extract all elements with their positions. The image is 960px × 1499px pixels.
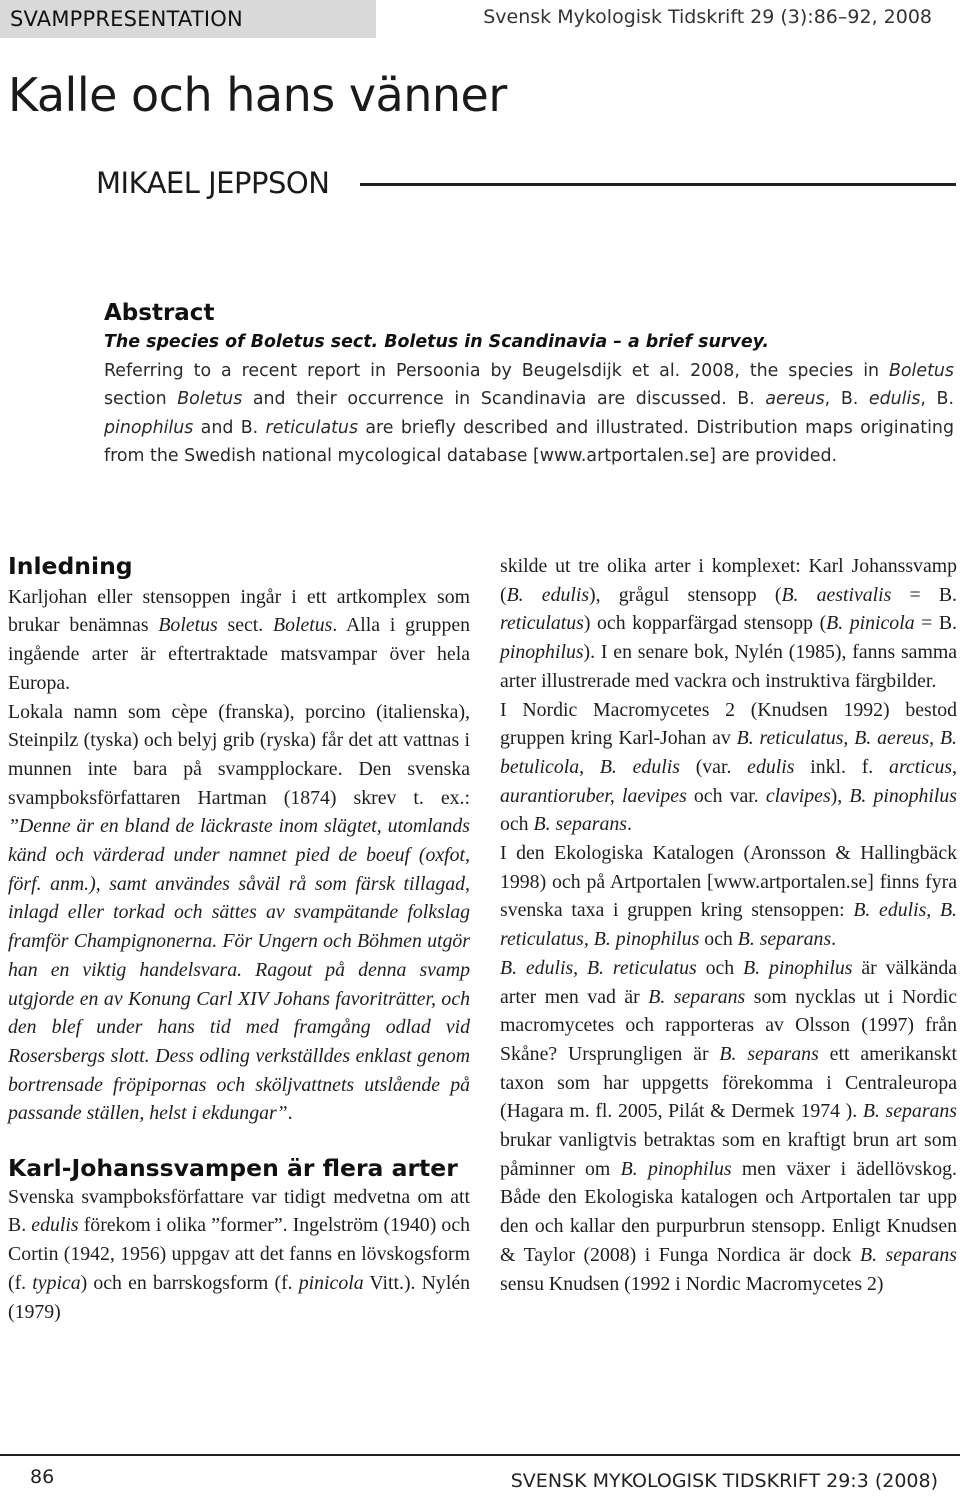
section-heading-inledning: Inledning xyxy=(8,552,133,580)
abstract-block xyxy=(104,298,954,471)
section-heading-karl-johan: Karl-Johanssvampen är flera arter xyxy=(8,1154,458,1183)
paragraph: skilde ut tre olika arter i komplexet: Karl Johanssvamp (B. edulis), grågul stensopp (B. aestivalis = B. reticulatus) och kopparfärgad stensopp (B. pinicola = B. pinophilus). I en senare bok, Nylén (1985), fanns samma arter illustrerade med vackra och instruktiva färgbilder. xyxy=(500,555,957,692)
paragraph: Svenska svampboksförfattare var tidigt medvetna om att B. edulis förekom i olika ”former”. Ingelström (1940) och Cortin (1942, 1956) uppgav att det fanns en lövskogsform (f. typica) och en barrskogsform (f. pinicola Vitt.). Nylén (1979) xyxy=(8,1185,470,1323)
article-title: Kalle och hans vänner xyxy=(8,68,507,122)
abstract-subtitle: The species of Boletus sect. Boletus in Scandinavia – a brief survey. xyxy=(104,332,769,352)
author-name: MIKAEL JEPPSON xyxy=(96,166,330,200)
abstract-text: Referring to a recent report in Persoonia by Beugelsdijk et al. 2008, the species in Boletus section Boletus and their occurrence in Scandinavia are discussed. B. aereus, B. edulis, B. pinophilus and B. reticulatus are briefly described and illustrated. Distribution maps originating from the Swedish national mycological database [www.artportalen.se] are provided. xyxy=(104,360,954,466)
paragraph: B. edulis, B. reticulatus och B. pinophilus är välkända arter men vad är B. separans som nycklas ut i Nordic macromycetes och rapporteras av Olsson (1997) från Skåne? Ursprungligen är B. separans ett amerikanskt taxon som har uppgetts förekomma i Centraleuropa (Hagara m. fl. 2005, Pilát & Dermek 1974 ). B. separans brukar vanligtvis betraktas som en kraftigt brun art som påminner om B. pinophilus men växer i ädellövskog. Både den Ekologiska katalogen och Artportalen tar upp den och kallar den purpurbrun stensopp. Enligt Knudsen & Taylor (2008) i Funga Nordica är dock B. separans sensu Knudsen (1992 i Nordic Macromycetes 2) xyxy=(500,956,958,1295)
paragraph: I Nordic Macromycetes 2 (Knudsen 1992) bestod gruppen kring Karl-Johan av B. reticulatus, B. aereus, B. betulicola, B. edulis (var. edulis inkl. f. arcticus, aurantioruber, laevipes och var. clavipes), B. pinophilus och B. separans. xyxy=(500,698,957,836)
section-label: SVAMPPRESENTATION xyxy=(0,0,376,38)
paragraph: Lokala namn som cèpe (franska), porcino (italienska), Steinpilz (tyska) och belyj grib (ryska) får det att vattnas i munnen inte bara på svampplockare. Den svenska svampboksförfattaren Hartman (1874) skrev t. ex.: ”Denne är en bland de läckraste inom slägtet, utomlands känd och värderad under namnet pied de boeuf (oxfot, förf. anm.), samt användes såväl rå som färsk tillagad, inlagd eller torkad och sättes av svampätande folkslag framför Champignonerna. För Ungern och Böhmen utgör han en viktig handelsvara. Ragout på denna svamp utgjorde en av Konung Carl XIV Johans favoriträtter, och den blef under hans tid med framgång odlad vid Rosersbergs slott. Dess odling verkställdes enklast genom bortrensade fröpipornas och sköljvattnets utslående på passande ställen, helst i ekdungar”. xyxy=(8,700,470,1125)
author-divider xyxy=(360,183,956,186)
paragraph: I den Ekologiska Katalogen (Aronsson & Hallingbäck 1998) och på Artportalen [www.artportalen.se] finns fyra svenska taxa i gruppen kring stensoppen: B. edulis, B. reticulatus, B. pinophilus och B. separans. xyxy=(500,842,957,951)
left-column xyxy=(8,552,470,1326)
paragraph: Karljohan eller stensoppen ingår i ett artkomplex som brukar benämnas Boletus sect. Boletus. Alla i gruppen ingående arter är eftertraktade matsvampar över hela Europa. xyxy=(8,585,471,694)
footer-journal-name: SVENSK MYKOLOGISK TIDSKRIFT 29:3 (2008) xyxy=(510,1470,938,1492)
journal-reference: Svensk Mykologisk Tidskrift 29 (3):86–92, 2008 xyxy=(483,6,932,28)
page-number: 86 xyxy=(30,1466,55,1488)
footer-divider xyxy=(0,1454,960,1456)
abstract-heading: Abstract xyxy=(104,300,215,326)
right-column xyxy=(500,552,957,1298)
